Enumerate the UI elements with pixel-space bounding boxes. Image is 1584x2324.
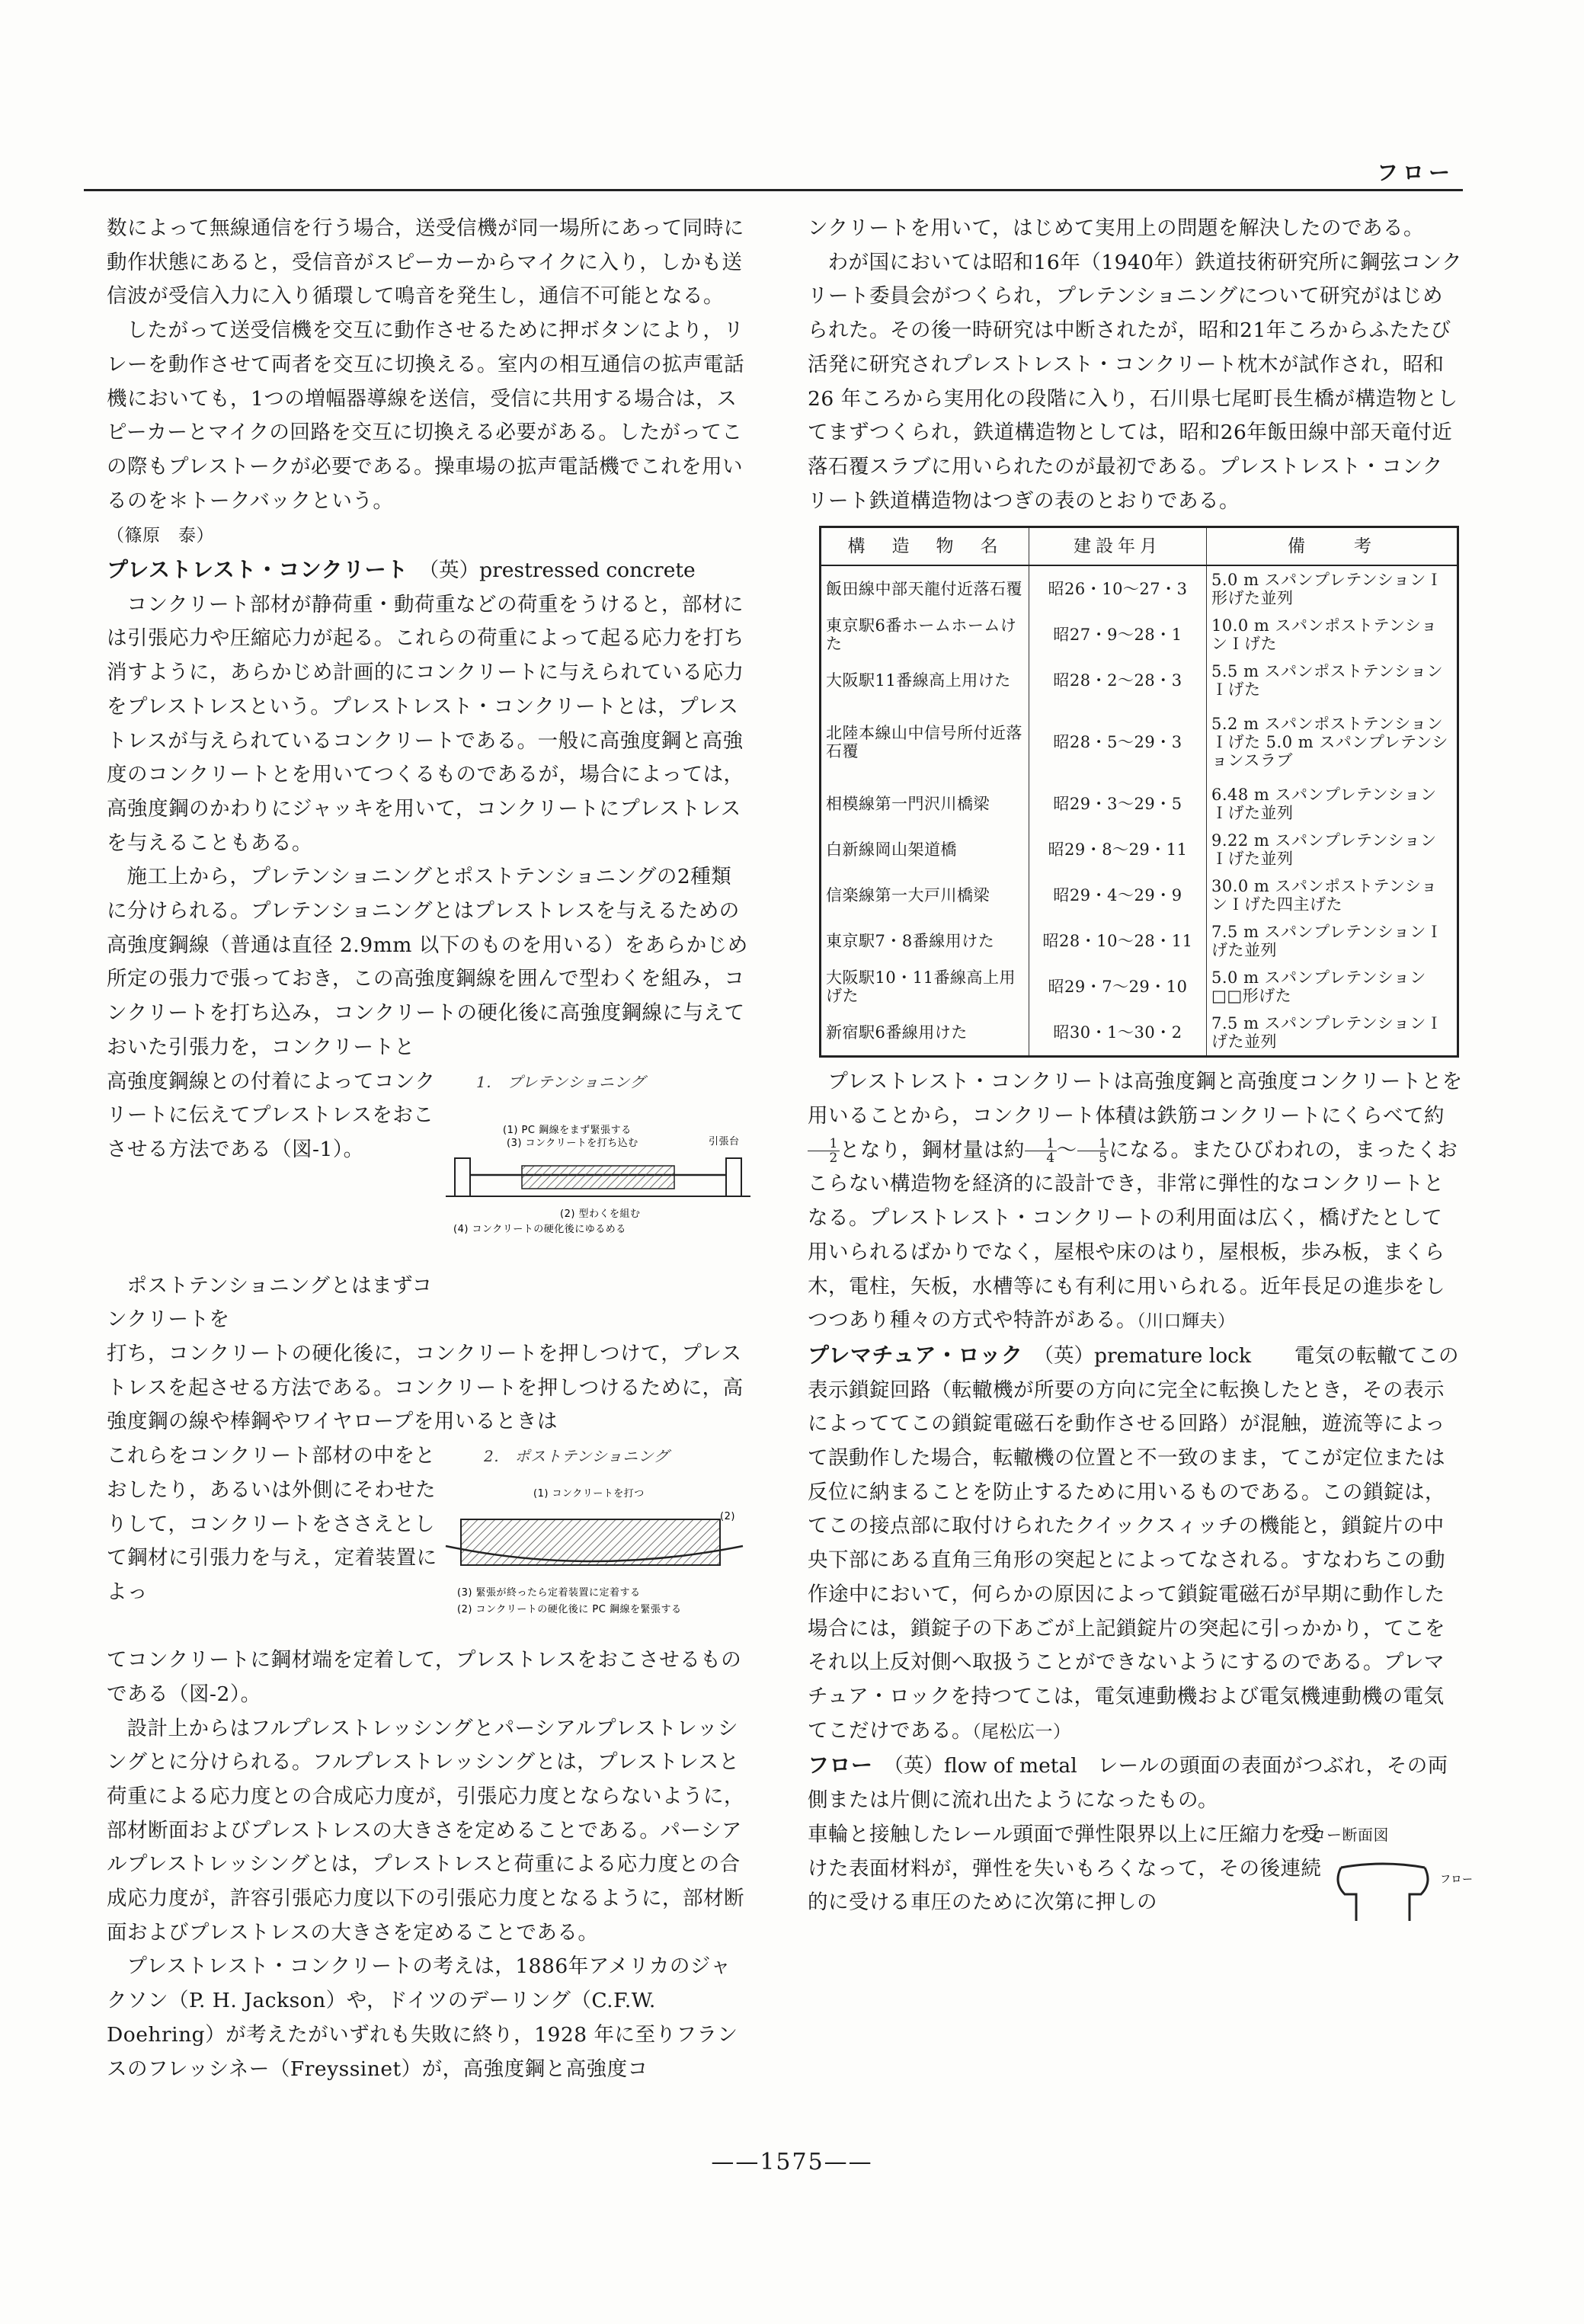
table-row: 新宿駅6番線用けた 昭30・1～30・2 7.5 m スパンプレテンションＩげた並列: [821, 1010, 1458, 1057]
running-head: フロー: [1376, 160, 1454, 185]
figure-title: 2. ポストテンショニング: [484, 1447, 670, 1466]
fig-label: (3) コンクリートを打ち込む: [507, 1138, 638, 1150]
figure-2: [446, 1439, 750, 1630]
entry-paragraph: フロー （英）flow of metal レールの頭面の表面がつぶれ，その両側または片側に流れ出たようになったもの。: [808, 1753, 1448, 1813]
paragraph: 設計上からはフルプレストレッシングとパーシアルプレストレッシングとに分けられる。フルプレストレッシングとは，プレストレスと荷重による応力度との合成応力度が，引張応力度とならないように，部材断面およびプレストレスの大きさを定めることである。パーシアルプレストレッシングとは，プレストレスと荷重による応力度との合成応力度が，許容引張応力度以下の引張応力度となるように，部材断面およびプレストレスの大きさを定めることである。: [107, 1716, 744, 1945]
table-row: 飯田線中部天龍付近落石覆 昭26・10～27・3 5.0 m スパンプレテンションＩ形げた並列: [821, 565, 1458, 612]
table-header-row: [821, 527, 1458, 566]
table-header: 構 造 物 名: [821, 527, 1029, 566]
table-row: 東京駅6番ホームホームけた 昭27・9～28・1 10.0 m スパンポストテンションＩげた: [821, 612, 1458, 658]
table-row: 相模線第一門沢川橋梁 昭29・3～29・5 6.48 m スパンプレテンションＩげた並列: [821, 781, 1458, 827]
table-row: 北陸本線山中信号所付近落石覆 昭28・5～29・3 5.2 m スパンポストテンションＩげた 5.0 m スパンプレテンションスラブ: [821, 703, 1458, 781]
table-row: 東京駅7・8番線用けた 昭28・10～28・11 7.5 m スパンプレテンションＩげた並列: [821, 918, 1458, 964]
page-number: ——1575——: [711, 2149, 873, 2175]
table-row: 白新線岡山架道橋 昭29・8～29・11 9.22 m スパンプレテンションＩげた並列: [821, 827, 1458, 872]
paragraph: てコンクリートに鋼材端を定着して，プレストレスをおこさせるものである（図-2）。: [107, 1648, 742, 1706]
fig-label: 引張台: [709, 1136, 740, 1148]
paragraph: 高強度鋼線との付着によってコンクリートに伝えてプレストレスをおこさせる方法である（図-1）。: [107, 1069, 436, 1161]
fig-label: フロー: [1440, 1873, 1474, 1886]
paragraph: わが国においては昭和16年（1940年）鉄道技術研究所に鋼弦コンクリート委員会がつくられ，プレテンショニングについて研究がはじめられた。その後一時研究は中断されたが，昭和21年ころからふたたび活発に研究されプレストレスト・コンクリート枕木が試作され，昭和 26 年ころから実用化の段階に入り，石川県七尾町長生橋が構造物としてまずつくられ，鉄道構造物としては，昭和26年飯田線中部天竜付近落石覆スラブに用いられたのが最初である。プレストレスト・コンクリート鉄道構造物はつぎの表のとおりである。: [808, 250, 1463, 513]
paragraph: ンクリートを用いて，はじめて実用上の問題を解決したのである。: [808, 216, 1424, 240]
posttensioning-diagram: [446, 1474, 750, 1641]
author-credit: （尾松広一）: [972, 1721, 1071, 1742]
table-header: 備 考: [1207, 527, 1458, 566]
left-column: [107, 212, 750, 2086]
paragraph: 車輪と接触したレール頭面で弾性限界以上に圧縮力を受けた表面材料が，弾性を失いもろくなって，その後連続的に受ける車圧のために次第に押しの: [808, 1822, 1322, 1915]
fig-label: (1) PC 鋼線をまず緊張する: [503, 1125, 632, 1137]
entry-english: （英）premature lock: [1033, 1343, 1252, 1368]
entry-title: プレマチュア・ロック: [808, 1342, 1023, 1368]
structures-table: [819, 526, 1459, 1058]
fraction: $\frac{1}{2}$: [808, 1137, 840, 1165]
figure-title: フロー断面図: [1295, 1825, 1389, 1844]
entry-english: （英）prestressed concrete: [418, 559, 696, 583]
fraction: $\frac{1}{4}$: [1025, 1137, 1057, 1165]
entry-heading: [107, 553, 750, 588]
figure-1: [446, 1065, 750, 1256]
paragraph: 数によって無線通信を行う場合，送受信機が同一場所にあって同時に動作状態にあると，受信音がスピーカーからマイクに入り，しかも送信波が受信入力に入り循環して鳴音を発生し，通信不可能となる。: [107, 216, 744, 309]
entry-title: プレストレスト・コンクリート: [107, 557, 408, 583]
rail-head-flow-diagram: [1326, 1852, 1474, 1936]
table-row: 大阪駅11番線高上用けた 昭28・2～28・3 5.5 m スパンポストテンションＩげた: [821, 658, 1458, 703]
figure-1-block: [107, 1065, 750, 1269]
paragraph: プレストレスト・コンクリートの考えは，1886年アメリカのジャクソン（P. H. Jackson）や，ドイツのデーリング（C.F.W. Doehring）が考えたがいずれも失敗に終り，1928 年に至りフランスのフレッシネー（Freyssinet）が，高強度鋼と高強度コ: [107, 1954, 738, 2081]
entry-paragraph: プレマチュア・ロック （英）premature lock 電気の転轍てこの表示鎖錠回路（転轍機が所要の方向に完全に転換したとき，その表示によっててこの鎖錠電磁石を動作させる回路）が混触，遊流等によって誤動作した場合，転轍機の位置と不一致のまま，てこが定位または反位に納まることを防止するために用いるものである。この鎖錠は，てこの接点部に取付けられたクイックスィッチの機能と，鎖錠片の中央下部にある直角三角形の突起とによってなされる。すなわちこの動作途中において，何らかの原因によって鎖錠電磁石が早期に動作した場合には，鎖錠子の下あごが上記鎖錠片の突起に引っかかり，てこをそれ以上反対側へ取扱うことができないようにするのである。プレマチュア・ロックを持つてこは，電気連動機および電気機連動機の電気てこだけである。（尾松広一）: [808, 1342, 1460, 1743]
fig-label: (4) コンクリートの硬化後にゆるめる: [453, 1224, 626, 1236]
paragraph: プレストレスト・コンクリートは高強度鋼と高強度コンクリートとを用いることから，コンクリート体積は鉄筋コンクリートにくらべて約 $\frac{1}{2}$ となり，鋼材量は約 $\frac{1}{4}$ ～ $\frac{1}{5}$ になる。またひびわれの，まったくおこらない構造物を経済的に設計でき，非常に弾性的なコンクリートとなる。プレストレスト・コンクリートの利用面は広く，橋げたとして用いられるばかりでなく，屋根や床のはり，屋根板，歩み板，まくら木，電柱，矢板，水槽等にも有利に用いられる。近年長足の進歩をしつつあり種々の方式や特許がある。（川口輝夫）: [808, 1070, 1463, 1333]
header-rule: [84, 189, 1463, 191]
flow-figure: [1295, 1818, 1474, 1947]
fig-label: (1) コンクリートを打つ: [533, 1487, 645, 1500]
table-header: 建設年月: [1029, 527, 1207, 566]
flow-figure-block: [808, 1818, 1474, 1955]
fraction: $\frac{1}{5}$: [1077, 1137, 1109, 1165]
paragraph: コンクリート部材が静荷重・動荷重などの荷重をうけると，部材には引張応力や圧縮応力が起る。これらの荷重によって起る応力を打ち消すように，あらかじめ計画的にコンクリートに与えられている応力をプレストレスという。プレストレスト・コンクリートとは，プレストレスが与えられているコンクリートである。一般に高強度鋼と高強度のコンクリートとを用いてつくるものであるが，場合によっては，高強度鋼のかわりにジャッキを用いて，コンクリートにプレストレスを与えることもある。: [107, 592, 744, 855]
paragraph: したがって送受信機を交互に動作させるために押ボタンにより，リレーを動作させて両者を交互に切換える。室内の相互通信の拡声電話機においても，1つの増幅器導線を送信，受信に共用する場合は，スピーカーとマイクの回路を交互に切換える必要がある。したがってこの際もプレストークが必要である。操車場の拡声電話機でこれを用いるのを＊トークバックという。 （篠原 泰）: [107, 319, 744, 546]
paragraph: 打ち，コンクリートの硬化後に，コンクリートを押しつけて，プレストレスを起させる方法である。コンクリートを押しつけるために，高強度鋼の線や棒鋼やワイヤロープを用いるときは: [107, 1341, 744, 1434]
fig-label: (2) コンクリートの硬化後に PC 鋼線を緊張する: [457, 1603, 682, 1615]
author-credit: （篠原 泰）: [107, 526, 214, 546]
figure-title: 1. プレテンショニング: [476, 1072, 645, 1091]
entry-title: フロー: [808, 1753, 873, 1778]
fig-label: (2) 型わくを組む: [560, 1208, 641, 1221]
entry-english: （英）flow of metal: [883, 1754, 1077, 1778]
fig-label: (2): [720, 1510, 735, 1522]
paragraph: 施工上から，プレテンショニングとポストテンショニングの2種類に分けられる。プレテンショニングとはプレストレスを与えるための高強度鋼線（普通は直径 2.9mm 以下のものを用いる）をあらかじめ所定の張力で張っておき，この高強度鋼線を囲んで型わくを組み，コンクリートを打ち込み，コンクリートの硬化後に高強度鋼線に与えておいた引張力を，コンクリートと: [107, 865, 748, 1059]
fig-label: (3) 緊張が終ったら定着装置に定着する: [457, 1586, 641, 1599]
table-row: 大阪駅10・11番線高上用げた 昭29・7～29・10 5.0 m スパンプレテンション□□形げた: [821, 964, 1458, 1010]
figure-2-block: [107, 1439, 750, 1644]
paragraph: ポストテンショニングとはまずコンクリートを: [107, 1273, 433, 1332]
right-column: [808, 212, 1474, 1955]
paragraph: これらをコンクリート部材の中をとおしたり，あるいは外側にそわせたりして，コンクリートをささえとして鋼材に引張力を与え，定着装置によっ: [107, 1444, 437, 1604]
pretensioning-diagram: [446, 1099, 750, 1263]
table-row: 信楽線第一大戸川橋梁 昭29・4～29・9 30.0 m スパンポストテンションＩげた四主げた: [821, 872, 1458, 918]
author-credit: （川口輝夫）: [1137, 1311, 1236, 1332]
